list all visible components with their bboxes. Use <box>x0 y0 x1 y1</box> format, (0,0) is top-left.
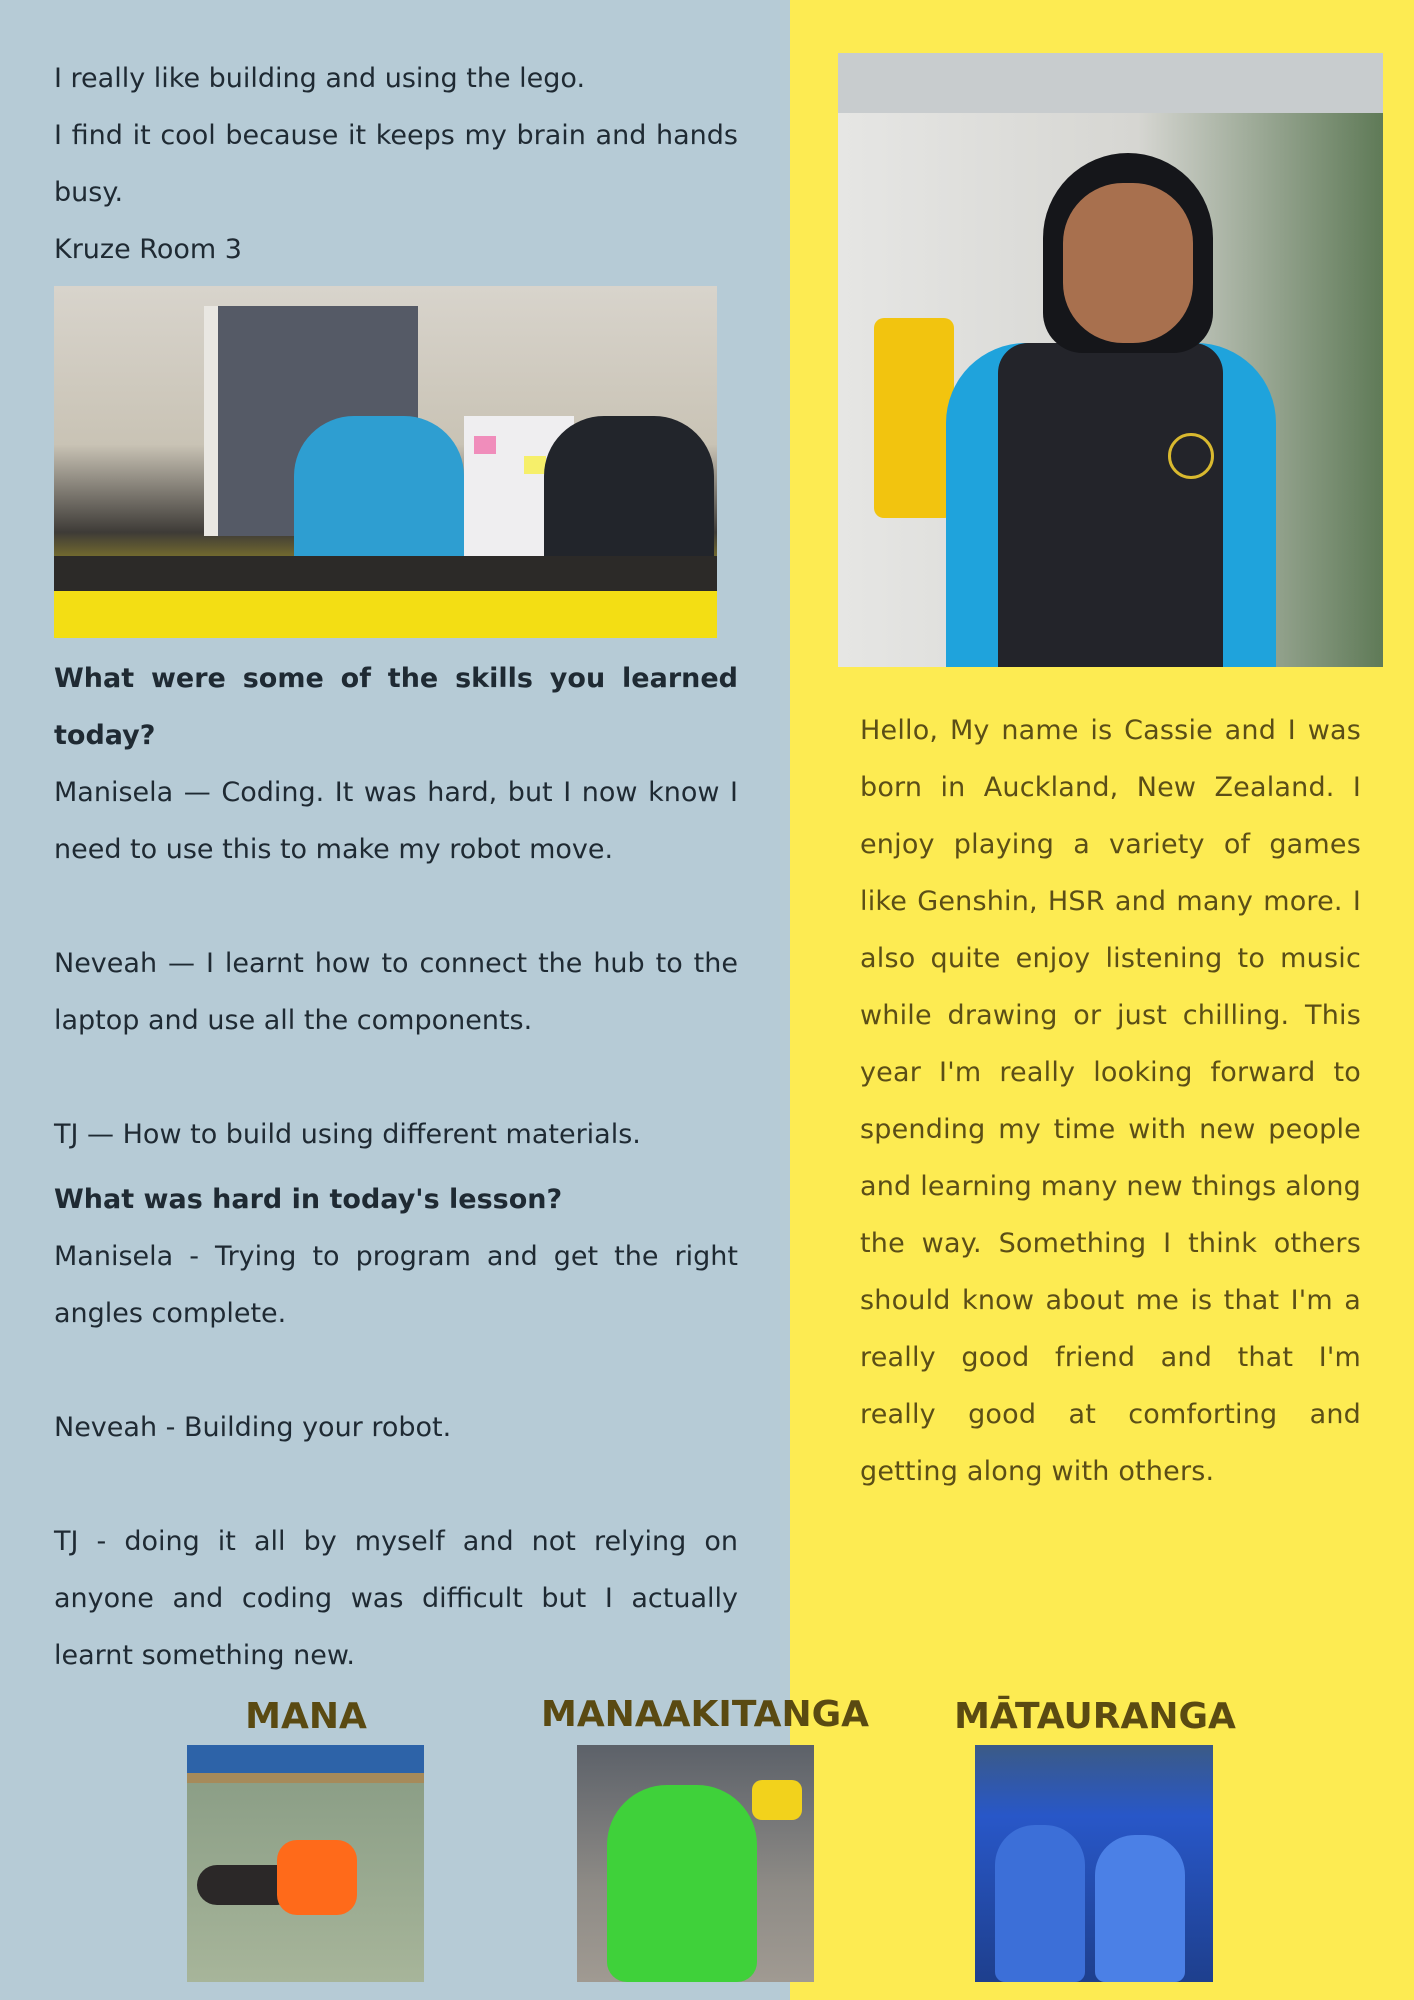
intro-line-2: I find it cool because it keeps my brain and hands busy. <box>54 120 738 208</box>
value-title-matauranga: MĀTAURANGA <box>954 1696 1236 1737</box>
cassie-portrait-photo <box>838 53 1383 667</box>
skills-answer-neveah: Neveah — I learnt how to connect the hub to the laptop and use all the components. <box>54 948 738 1036</box>
value-title-mana: MANA <box>245 1696 367 1737</box>
left-column <box>54 50 738 1684</box>
cassie-bio-paragraph: Hello, My name is Cassie and I was born in Auckland, New Zealand. I enjoy playing a variety of games like Genshin, HSR and many more. I also quite enjoy listening to music while drawing or just chilling. This year I'm really looking forward to spending my time with new people and learning many new things along the way. Something I think others should know about me is that I'm a really good friend and that I'm really good at comforting and getting along with others. <box>860 715 1361 1487</box>
matauranga-photo <box>975 1745 1213 1982</box>
value-title-manaakitanga: MANAAKITANGA <box>541 1694 869 1735</box>
skills-answer-tj: TJ — How to build using different materials. <box>54 1119 641 1150</box>
hard-question-heading: What was hard in today's lesson? <box>54 1184 563 1215</box>
skills-answer-manisela: Manisela — Coding. It was hard, but I now know I need to use this to make my robot move. <box>54 777 738 865</box>
intro-line-1: I really like building and using the lego. <box>54 63 586 94</box>
hard-answer-manisela: Manisela - Trying to program and get the right angles complete. <box>54 1241 738 1329</box>
manaakitanga-photo <box>577 1745 814 1982</box>
right-column <box>860 702 1361 1500</box>
skills-question-heading: What were some of the skills you learned today? <box>54 663 738 751</box>
classroom-lego-photo <box>54 286 717 638</box>
hard-answer-neveah: Neveah - Building your robot. <box>54 1412 452 1443</box>
class-room-label: Kruze Room 3 <box>54 234 242 265</box>
hard-answer-tj: TJ - doing it all by myself and not relying on anyone and coding was difficult but I actually learnt something new. <box>54 1526 738 1671</box>
mana-photo <box>187 1745 424 1982</box>
